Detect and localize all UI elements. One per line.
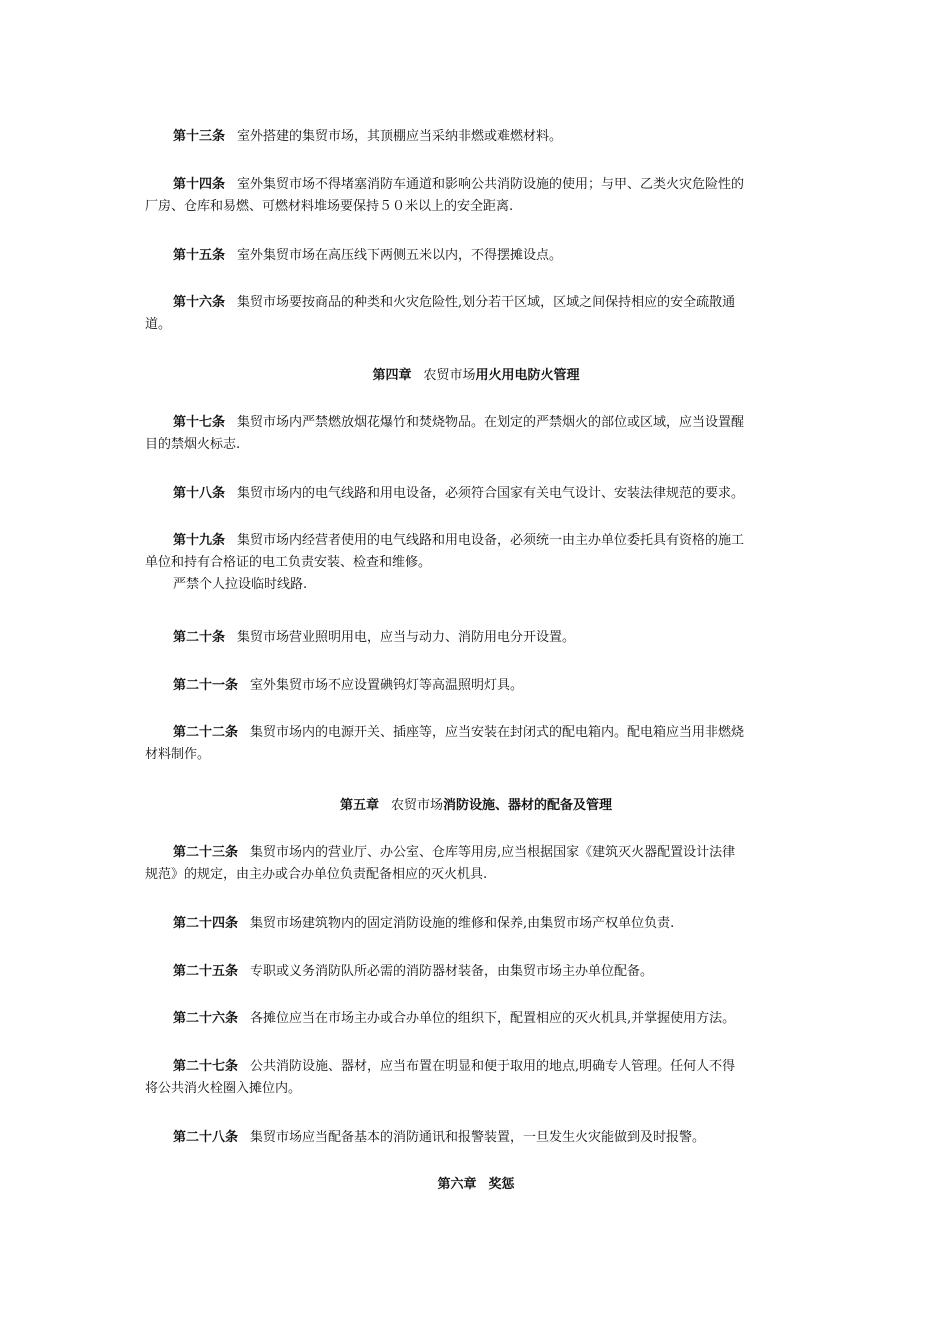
article-17 (145, 412, 807, 456)
article-text: 集贸市场要按商品的种类和火灾危险性,划分若干区域，区域之间保持相应的安全疏散通 (237, 295, 736, 310)
article-label: 第二十三条 (173, 845, 239, 860)
article-label: 第十三条 (173, 129, 226, 144)
article-24 (145, 913, 807, 935)
article-text: 专职或义务消防队所必需的消防器材装备，由集贸市场主办单位配备。 (250, 964, 654, 979)
article-label: 第二十一条 (173, 678, 239, 693)
article-text: 规范》的规定，由主办或合办单位负责配备相应的灭火机具. (145, 867, 488, 882)
article-text: 集贸市场应当配备基本的消防通讯和报警装置，一旦发生火灾能做到及时报警。 (250, 1130, 706, 1145)
article-text: 集贸市场营业照明用电，应当与动力、消防用电分开设置。 (237, 630, 576, 645)
article-text: 室外集贸市场不得堵塞消防车通道和影响公共消防设施的使用；与甲、乙类火灾危险性的 (237, 177, 745, 192)
article-text: 集贸市场建筑物内的固定消防设施的维修和保养,由集贸市场产权单位负责. (250, 916, 675, 931)
article-23 (145, 842, 807, 886)
article-text: 单位和持有合格证的电工负责安装、检查和维修。 (145, 555, 432, 570)
article-28 (145, 1127, 807, 1149)
chapter-title: 用火用电防火管理 (475, 368, 580, 383)
article-text: 材料制作。 (145, 747, 211, 762)
chapter-number: 第五章 (339, 798, 379, 813)
article-label: 第二十条 (173, 630, 226, 645)
chapter-4-heading (145, 365, 807, 387)
article-text: 公共消防设施、器材，应当布置在明显和便于取用的地点,明确专人管理。任何人不得 (250, 1059, 736, 1074)
chapter-5-heading (145, 795, 807, 817)
chapter-prefix: 农贸市场 (423, 368, 476, 383)
article-22 (145, 722, 807, 766)
article-label: 第二十六条 (173, 1011, 239, 1026)
article-label: 第二十八条 (173, 1130, 239, 1145)
article-text: 将公共消火栓圈入摊位内。 (145, 1081, 302, 1096)
article-label: 第十六条 (173, 295, 226, 310)
article-26 (145, 1008, 807, 1030)
article-text: 道。 (145, 317, 172, 332)
article-25 (145, 961, 807, 983)
article-19 (145, 530, 807, 596)
article-text: 集贸市场内的电源开关、插座等，应当安装在封闭式的配电箱内。配电箱应当用非燃烧 (250, 725, 745, 740)
article-label: 第十七条 (173, 415, 226, 430)
article-text: 室外集贸市场不应设置碘钨灯等高温照明灯具。 (250, 678, 524, 693)
article-text: 集贸市场内的电气线路和用电设备，必须符合国家有关电气设计、安装法律规范的要求。 (237, 486, 745, 501)
article-text: 目的禁烟火标志. (145, 437, 241, 452)
chapter-6-heading (145, 1174, 807, 1196)
article-text: 集贸市场内经营者使用的电气线路和用电设备，必须统一由主办单位委托具有资格的施工 (237, 533, 745, 548)
article-21 (145, 675, 807, 697)
article-18 (145, 483, 807, 505)
article-label: 第十四条 (173, 177, 226, 192)
article-text: 集贸市场内严禁燃放烟花爆竹和焚烧物品。在划定的严禁烟火的部位或区域，应当设置醒 (237, 415, 745, 430)
chapter-number: 第四章 (372, 368, 412, 383)
article-27 (145, 1056, 807, 1100)
chapter-title: 消防设施、器材的配备及管理 (443, 798, 613, 813)
article-text: 厂房、仓库和易燃、可燃材料堆场要保持５０米以上的安全距离. (145, 199, 514, 214)
article-text: 各摊位应当在市场主办或合办单位的组织下，配置相应的灭火机具,并掌握使用方法。 (250, 1011, 736, 1026)
article-text: 室外搭建的集贸市场，其顶棚应当采纳非燃或难燃材料。 (237, 129, 563, 144)
chapter-prefix: 农贸市场 (390, 798, 443, 813)
article-text: 集贸市场内的营业厅、办公室、仓库等用房,应当根据国家《建筑灭火器配置设计法律 (250, 845, 736, 860)
article-extra-text: 严禁个人拉设临时线路. (173, 577, 308, 592)
article-label: 第二十七条 (173, 1059, 239, 1074)
article-label: 第二十五条 (173, 964, 239, 979)
article-13 (145, 126, 807, 148)
article-label: 第十八条 (173, 486, 226, 501)
article-label: 第二十四条 (173, 916, 239, 931)
chapter-number: 第六章 (437, 1177, 477, 1192)
article-16 (145, 292, 807, 336)
article-15 (145, 245, 807, 267)
article-14 (145, 174, 807, 218)
article-text: 室外集贸市场在高压线下两侧五米以内，不得摆摊设点。 (237, 248, 563, 263)
chapter-title: 奖惩 (488, 1177, 515, 1192)
article-label: 第二十二条 (173, 725, 239, 740)
article-label: 第十五条 (173, 248, 226, 263)
article-20 (145, 627, 807, 649)
article-label: 第十九条 (173, 533, 226, 548)
